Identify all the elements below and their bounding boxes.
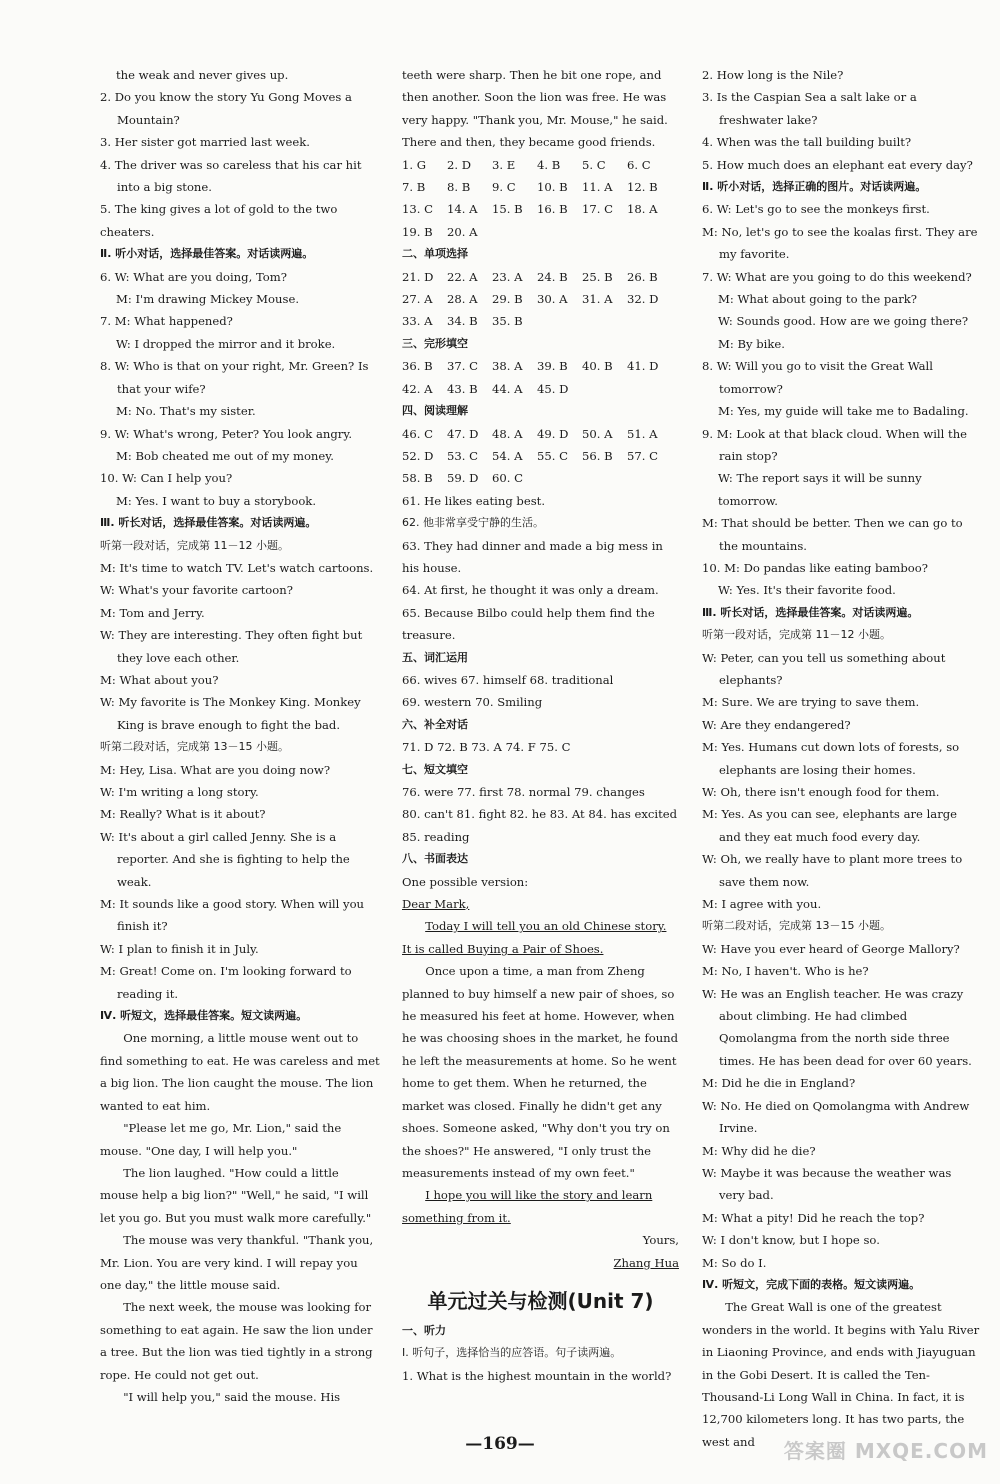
text-line: 3. Her sister got married last week. xyxy=(100,135,310,150)
section-heading-single-choice: 二、单项选择 xyxy=(402,247,468,261)
text-line: M: What a pity! Did he reach the top? xyxy=(702,1210,925,1225)
text-line: 69. western 70. Smiling xyxy=(402,695,543,710)
text-line: 六、补全对话 xyxy=(402,717,468,731)
answer-item: 4. B xyxy=(537,157,561,172)
text-line: M: Did he die in England? xyxy=(702,1076,856,1091)
text-line: 62. 他非常享受宁静的生活。 xyxy=(402,516,544,530)
text-line: W: It's about a girl called Jenny. She is a reporter. And she is fighting to help the weak. xyxy=(100,829,350,889)
answer-item: 59. D xyxy=(447,471,479,486)
text-line: W: No. He died on Qomolangma with Andrew Irvine. xyxy=(702,1098,970,1136)
text-line: M: Really? What is it about? xyxy=(100,807,266,822)
text-line: Today I will tell you an old Chinese story. It is called Buying a Pair of Shoes. xyxy=(402,919,667,956)
text-line: the weak and never gives up. xyxy=(116,68,289,82)
answer-item: 57. C xyxy=(627,448,658,463)
answer-item: 51. A xyxy=(627,426,658,441)
answer-item: 18. A xyxy=(627,202,658,217)
section-heading-reading: 四、阅读理解 xyxy=(402,404,468,418)
text-line: Ⅱ. 听小对话，选择正确的图片。对话读两遍。 xyxy=(702,180,927,194)
text-line: 3. Is the Caspian Sea a salt lake or a freshwater lake? xyxy=(702,90,917,127)
text-line: M: Yes, my guide will take me to Badaling. xyxy=(718,404,969,419)
answer-item: 39. B xyxy=(537,359,568,374)
text-line: 8. W: Who is that on your right, Mr. Green? Is that your wife? xyxy=(100,359,369,396)
text-line: Zhang Hua xyxy=(613,1255,679,1270)
text-line: 9. M: Look at that black cloud. When will the rain stop? xyxy=(702,426,968,463)
answer-item: 24. B xyxy=(537,269,568,284)
text-line: 5. How much does an elephant eat every day? xyxy=(702,157,973,172)
answer-item: 21. D xyxy=(402,269,434,284)
column-left xyxy=(100,64,380,1408)
answer-item: 8. B xyxy=(447,180,471,195)
text-line: W: Have you ever heard of George Mallory? xyxy=(702,941,960,956)
column-right xyxy=(702,64,980,1453)
answer-item: 58. B xyxy=(402,471,433,486)
text-line: M: That should be better. Then we can go to the mountains. xyxy=(702,516,963,553)
text-line: 5. The king gives a lot of gold to the two cheaters. xyxy=(100,202,338,239)
text-line: M: No. That's my sister. xyxy=(116,404,256,419)
answer-item: 46. C xyxy=(402,426,433,441)
answer-item: 20. A xyxy=(447,224,478,239)
text-line: 一、听力 xyxy=(402,1323,446,1337)
text-line: W: He was an English teacher. He was crazy about climbing. He had climbed Qomolangma from the north side three times. He has been dead for over 60 years. xyxy=(702,986,972,1068)
answer-item: 29. B xyxy=(492,292,523,307)
answer-item: 17. C xyxy=(582,202,613,217)
answer-item: 3. E xyxy=(492,157,516,172)
answer-item: 14. A xyxy=(447,202,478,217)
text-line: W: Oh, we really have to plant more trees to save them now. xyxy=(702,852,963,889)
answer-item: 31. A xyxy=(582,292,613,307)
answer-item: 37. C xyxy=(447,359,478,374)
answer-item: 38. A xyxy=(492,359,523,374)
text-line: Dear Mark, xyxy=(402,897,470,912)
answer-item: 27. A xyxy=(402,292,433,307)
text-line: M: Hey, Lisa. What are you doing now? xyxy=(100,762,331,777)
answer-item: 44. A xyxy=(492,381,523,396)
answer-item: 55. C xyxy=(537,448,568,463)
text-line: 8. W: Will you go to visit the Great Wall tomorrow? xyxy=(702,359,933,396)
text-line: 10. M: Do pandas like eating bamboo? xyxy=(702,560,928,575)
text-line: 76. were 77. first 78. normal 79. changes xyxy=(402,785,645,799)
text-line: 7. W: What are you going to do this weekend? xyxy=(702,269,972,284)
text-line: W: The report says it will be sunny tomorrow. xyxy=(718,471,922,508)
answer-grid-reading xyxy=(402,423,679,490)
text-line: W: Oh, there isn't enough food for them. xyxy=(702,785,940,799)
text-line: W: I plan to finish it in July. xyxy=(100,941,259,956)
text-line: 63. They had dinner and made a big mess in his house. xyxy=(402,538,663,575)
answer-item: 35. B xyxy=(492,314,523,329)
text-line: W: Yes. It's their favorite food. xyxy=(718,583,896,598)
answer-item: 19. B xyxy=(402,224,433,239)
text-line: 1. What is the highest mountain in the world? xyxy=(402,1368,672,1383)
answer-item: 1. G xyxy=(402,157,427,172)
text-line: 10. W: Can I help you? xyxy=(100,471,233,486)
answer-item: 16. B xyxy=(537,202,568,217)
answer-item: 50. A xyxy=(582,426,613,441)
text-line: Ⅳ. 听短文，选择最佳答案。短文读两遍。 xyxy=(100,1009,308,1023)
text-line: M: Why did he die? xyxy=(702,1143,816,1158)
text-line: 71. D 72. B 73. A 74. F 75. C xyxy=(402,740,571,755)
text-line: M: Sure. We are trying to save them. xyxy=(702,695,920,710)
answer-item: 23. A xyxy=(492,269,523,284)
text-line: 4. The driver was so careless that his car hit into a big stone. xyxy=(100,157,362,195)
text-line: 五、词汇运用 xyxy=(402,650,468,664)
text-line: M: By bike. xyxy=(718,336,785,351)
text-line: Ⅱ. 听小对话，选择最佳答案。对话读两遍。 xyxy=(100,247,314,261)
text-line: M: It sounds like a good story. When will you finish it? xyxy=(100,897,365,934)
text-line: 4. When was the tall building built? xyxy=(702,135,912,150)
text-line: 听第二段对话，完成第 13－15 小题。 xyxy=(702,919,891,933)
answer-item: 42. A xyxy=(402,381,433,396)
answer-item: 10. B xyxy=(537,180,568,195)
text-line: The next week, the mouse was looking for something to eat again. He saw the lion under a tree. But the lion was tied tightly in a strong rope. He could not get out. xyxy=(100,1300,373,1382)
answer-grid-listening xyxy=(402,154,679,244)
text-line: W: Peter, can you tell us something about elephants? xyxy=(702,650,946,687)
text-line: M: Yes. I want to buy a storybook. xyxy=(116,493,317,508)
answer-item: 22. A xyxy=(447,269,478,284)
text-line: 80. can't 81. fight 82. he 83. At 84. has excited 85. reading xyxy=(402,807,678,844)
answer-item: 25. B xyxy=(582,269,613,284)
text-line: One possible version: xyxy=(402,874,529,889)
text-line: W: What's your favorite cartoon? xyxy=(100,583,293,598)
text-line: M: What about going to the park? xyxy=(718,292,918,307)
text-line: 2. How long is the Nile? xyxy=(702,68,844,82)
text-line: 64. At first, he thought it was only a dream. xyxy=(402,583,659,598)
text-line: M: No, I haven't. Who is he? xyxy=(702,964,869,979)
text-line: I hope you will like the story and learn something from it. xyxy=(402,1188,653,1225)
answer-item: 5. C xyxy=(582,157,606,172)
page-number: —169— xyxy=(465,1434,535,1454)
section-heading-cloze: 三、完形填空 xyxy=(402,336,468,350)
text-line: M: I agree with you. xyxy=(702,897,822,912)
answer-item: 6. C xyxy=(627,157,651,172)
answer-grid-single-choice xyxy=(402,266,679,333)
text-line: 听第一段对话，完成第 11－12 小题。 xyxy=(702,628,891,642)
text-line: 7. M: What happened? xyxy=(100,314,233,329)
answer-grid-cloze xyxy=(402,355,679,400)
text-line: 听第一段对话，完成第 11－12 小题。 xyxy=(100,538,289,552)
text-line: "Please let me go, Mr. Lion," said the mouse. "One day, I will help you." xyxy=(100,1121,342,1158)
text-line: 七、短文填空 xyxy=(402,762,468,776)
text-line: 61. He likes eating best. xyxy=(402,493,546,508)
text-line: M: Great! Come on. I'm looking forward to reading it. xyxy=(100,964,352,1001)
unit-title: 单元过关与检测(Unit 7) xyxy=(427,1288,654,1313)
text-line: 6. W: What are you doing, Tom? xyxy=(100,269,287,284)
answer-item: 12. B xyxy=(627,180,658,195)
text-line: M: Tom and Jerry. xyxy=(100,605,205,620)
text-line: M: It's time to watch TV. Let's watch cartoons. xyxy=(100,560,374,575)
column-middle xyxy=(402,64,679,1387)
text-line: W: They are interesting. They often fight but they love each other. xyxy=(100,628,363,665)
text-line: Ⅲ. 听长对话，选择最佳答案。对话读两遍。 xyxy=(702,605,919,619)
answer-item: 43. B xyxy=(447,381,478,396)
text-line: W: Sounds good. How are we going there? xyxy=(718,314,969,329)
text-line: W: Are they endangered? xyxy=(702,717,851,732)
text-line: M: Yes. As you can see, elephants are large and they eat much food every day. xyxy=(702,807,958,844)
answer-item: 49. D xyxy=(537,426,569,441)
text-line: M: What about you? xyxy=(100,672,219,687)
answer-item: 2. D xyxy=(447,157,472,172)
text-line: teeth were sharp. Then he bit one rope, and then another. Soon the lion was free. He was very happy. "Thank you, Mr. Mouse," he said. There and then, they became good friends. xyxy=(402,68,668,150)
text-line: M: Yes. Humans cut down lots of forests, so elephants are losing their homes. xyxy=(702,740,960,777)
text-line: The lion laughed. "How could a little mouse help a big lion?" "Well," he said, "I will let you go. But you must walk more carefully." xyxy=(100,1165,372,1225)
text-line: 65. Because Bilbo could help them find the treasure. xyxy=(402,605,655,643)
text-line: Once upon a time, a man from Zheng planned to buy himself a new pair of shoes, so he measured his feet at home. However, when he was choosing shoes in the market, he found he left the measurements at home. So he went home to get them. When he returned, the market was closed. Finally he didn't get any shoes. Someone asked, "Why don't you try on the shoes?" He answered, "I only trust the measurements instead of my own feet." xyxy=(402,964,679,1180)
text-line: Ⅳ. 听短文，完成下面的表格。短文读两遍。 xyxy=(702,1277,921,1291)
story-ending xyxy=(402,64,679,154)
answer-item: 15. B xyxy=(492,202,523,217)
answer-item: 54. A xyxy=(492,448,523,463)
text-line: 66. wives 67. himself 68. traditional xyxy=(402,672,614,687)
text-line: M: No, let's go to see the koalas first. They are my favorite. xyxy=(702,224,978,262)
text-line: Ⅰ. 听句子，选择恰当的应答语。句子读两遍。 xyxy=(402,1346,622,1360)
answer-item: 36. B xyxy=(402,359,433,374)
answer-item: 13. C xyxy=(402,202,433,217)
text-line: 八、书面表达 xyxy=(402,852,468,866)
answer-item: 26. B xyxy=(627,269,658,284)
answer-item: 48. A xyxy=(492,426,523,441)
answer-item: 60. C xyxy=(492,471,523,486)
text-line: W: My favorite is The Monkey King. Monkey King is brave enough to fight the bad. xyxy=(100,695,361,732)
answer-item: 45. D xyxy=(537,381,569,396)
text-line: W: Maybe it was because the weather was very bad. xyxy=(702,1165,952,1203)
answer-item: 56. B xyxy=(582,448,613,463)
answer-item: 40. B xyxy=(582,359,613,374)
text-line: One morning, a little mouse went out to find something to eat. He was careless and met a big lion. The lion caught the mouse. The lion wanted to eat him. xyxy=(100,1031,380,1113)
text-line: 9. W: What's wrong, Peter? You look angry. xyxy=(100,426,353,441)
answers-writing xyxy=(402,490,679,1274)
watermark-logo: 答案圈 MXQE.COM xyxy=(783,1439,988,1463)
answer-item: 7. B xyxy=(402,180,426,195)
text-line: The mouse was very thankful. "Thank you, Mr. Lion. You are very kind. I will repay you one day," the little mouse said. xyxy=(100,1233,374,1292)
answer-item: 52. D xyxy=(402,448,434,463)
text-line: Ⅲ. 听长对话，选择最佳答案。对话读两遍。 xyxy=(100,516,317,530)
answer-item: 53. C xyxy=(447,448,478,463)
text-line: M: So do I. xyxy=(702,1255,767,1270)
answer-item: 11. A xyxy=(582,180,613,195)
answer-item: 47. D xyxy=(447,426,479,441)
text-line: 听第二段对话，完成第 13－15 小题。 xyxy=(100,740,289,754)
text-line: M: Bob cheated me out of my money. xyxy=(116,448,334,463)
text-line: W: I'm writing a long story. xyxy=(100,785,259,799)
text-line: The Great Wall is one of the greatest wonders in the world. It begins with Yalu River in Liaoning Province, and ends with Jiayuguan in the Gobi Desert. It is called the Ten-Thousand-Li Long Wall in China. In fact, it is 12,700 kilometers long. It has two parts, the west and xyxy=(702,1300,980,1449)
text-line: M: I'm drawing Mickey Mouse. xyxy=(116,292,299,307)
text-line: "I will help you," said the mouse. His xyxy=(123,1389,341,1404)
answer-item: 30. A xyxy=(537,292,568,307)
answer-item: 28. A xyxy=(447,292,478,307)
text-line: W: I don't know, but I hope so. xyxy=(702,1233,880,1248)
text-line: Yours, xyxy=(642,1233,679,1248)
answer-item: 33. A xyxy=(402,314,433,329)
text-line: 2. Do you know the story Yu Gong Moves a Mountain? xyxy=(100,90,352,127)
unit-test-start xyxy=(402,1320,679,1387)
answer-item: 9. C xyxy=(492,180,516,195)
answer-item: 41. D xyxy=(627,359,659,374)
answer-item: 34. B xyxy=(447,314,478,329)
text-line: 6. W: Let's go to see the monkeys first. xyxy=(702,202,930,217)
answer-item: 32. D xyxy=(627,292,659,307)
text-line: W: I dropped the mirror and it broke. xyxy=(116,336,336,351)
